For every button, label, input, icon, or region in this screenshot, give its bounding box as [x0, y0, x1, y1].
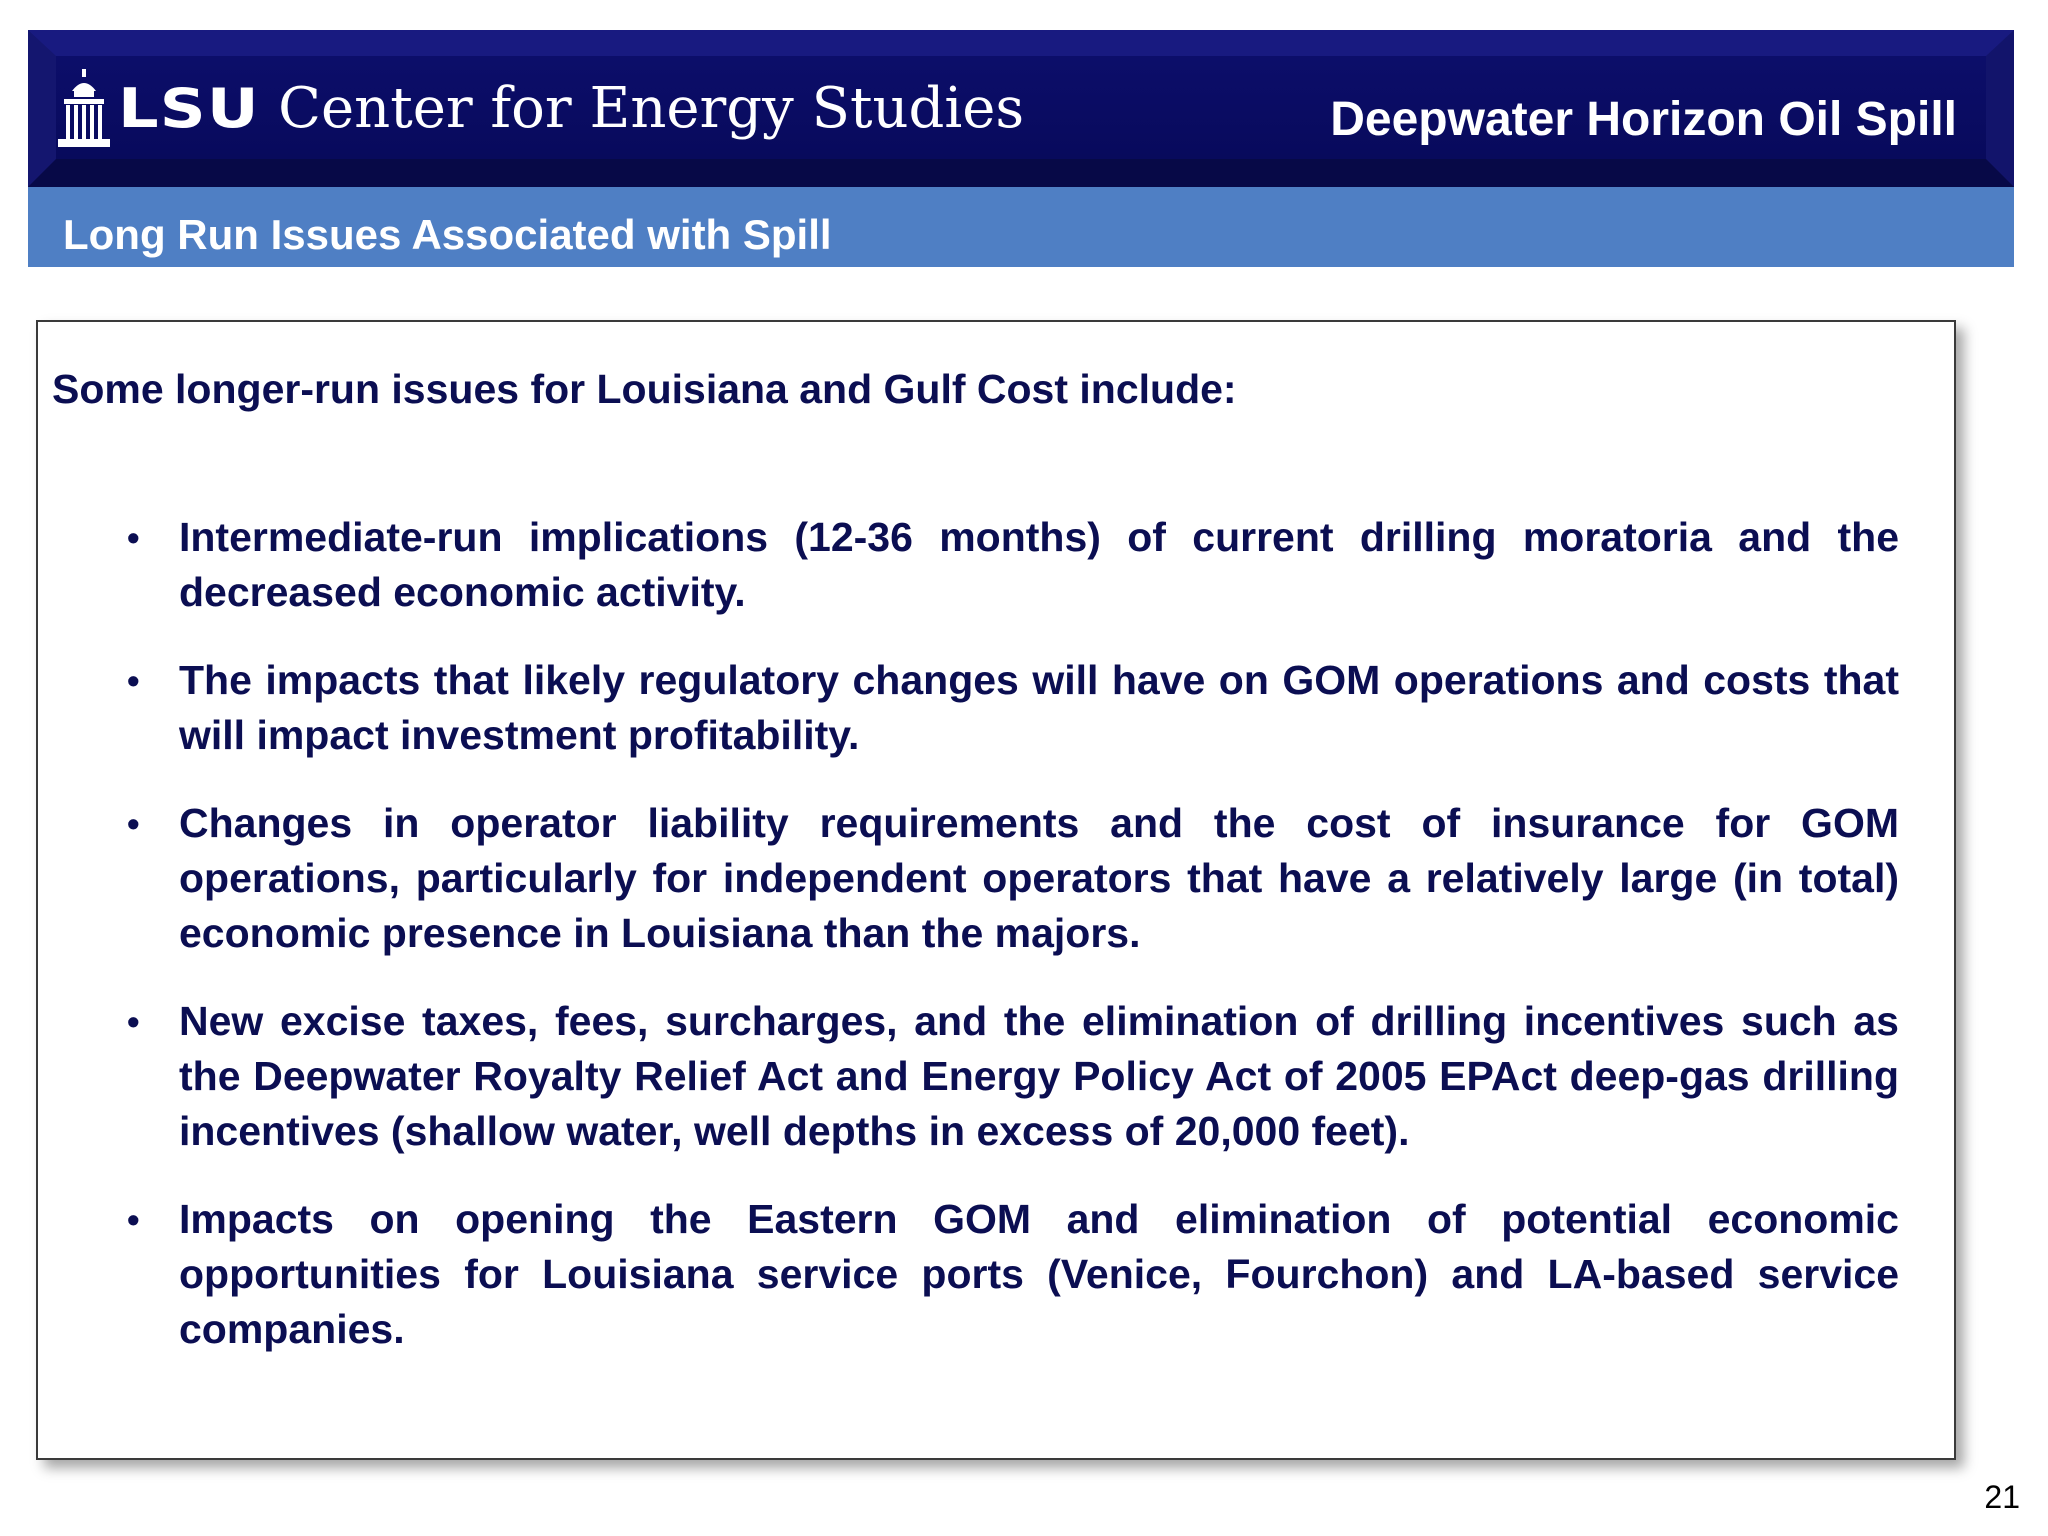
bullet-item — [127, 796, 1899, 961]
intro-text: Some longer-run issues for Louisiana and Gulf Cost include: — [52, 366, 1237, 412]
content-box — [36, 320, 1956, 1460]
bullet-icon: • — [127, 1001, 140, 1042]
lsu-logo — [58, 64, 1024, 154]
deck-title: Deepwater Horizon Oil Spill — [1330, 93, 1957, 146]
bullet-text: New excise taxes, fees, surcharges, and the elimination of drilling incentives such as the Deepwater Royalty Relief Act and Energy Policy Act of 2005 EPAct deep-gas drilling incentives (shallow water, well depths in excess of 20,000 feet). — [179, 998, 1899, 1154]
subtitle-bar — [28, 187, 2014, 267]
bullet-item — [127, 510, 1899, 620]
bullet-item — [127, 1192, 1899, 1357]
bullet-text: The impacts that likely regulatory changes will have on GOM operations and costs that will impact investment profitability. — [179, 657, 1899, 758]
bullet-list — [38, 510, 1954, 1390]
bullet-text: Impacts on opening the Eastern GOM and elimination of potential economic opportunities for Louisiana service ports (Venice, Fourchon) and LA-based service companies. — [179, 1196, 1899, 1352]
bullet-icon: • — [127, 660, 140, 701]
bullet-text: Intermediate-run implications (12-36 months) of current drilling moratoria and the decreased economic activity. — [179, 514, 1899, 615]
capitol-icon — [58, 69, 110, 149]
slide-subtitle: Long Run Issues Associated with Spill — [63, 211, 832, 258]
bullet-icon: • — [127, 1199, 140, 1240]
page-number: 21 — [1984, 1479, 2020, 1515]
bullet-text: Changes in operator liability requirements and the cost of insurance for GOM operations, particularly for independent operators that have a relatively large (in total) economic presence in Louisiana than the majors. — [179, 800, 1899, 956]
center-name: Center for Energy Studies — [278, 76, 1025, 141]
bullet-item — [127, 994, 1899, 1159]
bullet-icon: • — [127, 517, 140, 558]
lsu-wordmark: LSU — [118, 77, 260, 140]
bullet-icon: • — [127, 803, 140, 844]
bullet-item — [127, 653, 1899, 763]
